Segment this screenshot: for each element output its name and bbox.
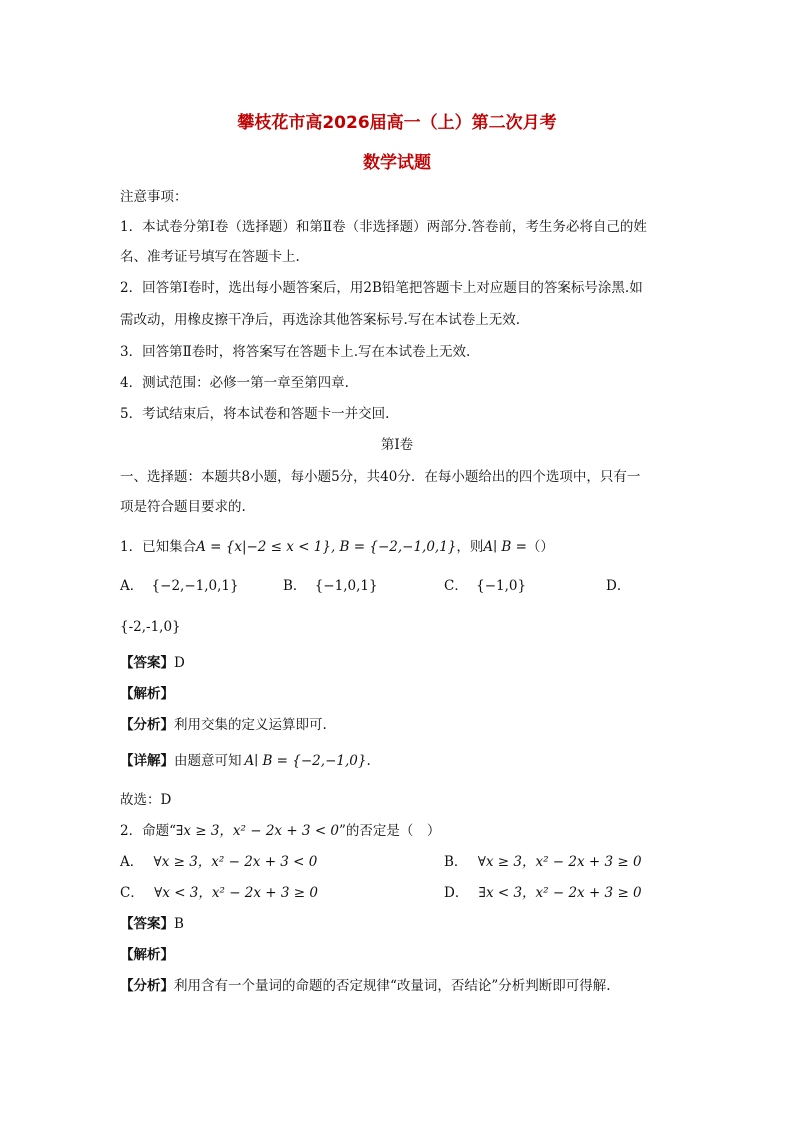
exam-subtitle: 数学试题	[363, 153, 431, 173]
q1-option-b	[283, 577, 378, 595]
q2-answer	[120, 915, 184, 933]
section-intro: 项是符合题目要求的.	[120, 499, 246, 515]
answer-value: D	[174, 655, 185, 671]
option-label: A．	[120, 578, 144, 594]
fenxi-tag: 【分析】	[120, 717, 174, 733]
q2-fenxi	[120, 977, 611, 995]
section-intro: 一、选择题：本题共8小题，每小题5分，共40分．在每小题给出的四个选项中，只有一	[120, 469, 641, 485]
question-2-stem	[120, 822, 440, 840]
option-value: {−1,0}	[476, 578, 527, 594]
note-line: 5．考试结束后，将本试卷和答题卡一并交回.	[120, 406, 390, 422]
option-value: {−1,0,1}	[314, 578, 378, 594]
option-value: ∀x ≥ 3，x² − 2x + 3 < 0	[153, 854, 318, 870]
option-label: B．	[283, 578, 307, 594]
note-line: 3．回答第Ⅱ卷时，将答案写在答题卡上.写在本试卷上无效.	[120, 344, 471, 360]
q2-stem-prefix: 2．命题“	[120, 823, 176, 839]
fenxi-tag: 【分析】	[120, 978, 174, 994]
option-value: ∃x < 3，x² − 2x + 3 ≥ 0	[478, 885, 642, 901]
note-line: 4．测试范围：必修一第一章至第四章.	[120, 375, 349, 391]
option-label: B．	[444, 854, 468, 870]
exam-title: 攀枝花市高2026届高一（上）第二次月考	[237, 113, 557, 133]
xiangjie-end: .	[366, 753, 371, 769]
option-label: C．	[120, 885, 144, 901]
q2-option-a	[120, 853, 317, 871]
note-line: 2．回答第Ⅰ卷时，选出每小题答案后，用2B铅笔把答题卡上对应题目的答案标号涂黑.如	[120, 280, 643, 296]
answer-tag: 【答案】	[120, 655, 174, 671]
q1-stem-mid: ，则	[456, 539, 484, 555]
q1-stem-math: A = {x|−2 ≤ x < 1}, B = {−2,−1,0,1}	[196, 539, 457, 555]
option-label: A．	[120, 854, 144, 870]
xiangjie-prefix: 由题意可知	[174, 753, 242, 769]
note-line: 名、准考证号填写在答题卡上.	[120, 249, 300, 265]
q1-fenxi	[120, 716, 327, 734]
fenxi-text: 利用含有一个量词的命题的否定规律“改量词，否结论”分析判断即可得解.	[174, 978, 611, 994]
q1-option-d-value: {-2,-1,0}	[120, 619, 181, 635]
q2-analysis-tag: 【解析】	[120, 947, 174, 963]
q2-option-c	[120, 884, 318, 902]
q1-choice: 故选：D	[120, 792, 172, 808]
question-1-stem	[120, 538, 554, 556]
answer-tag: 【答案】	[120, 916, 174, 932]
option-value: ∀x < 3，x² − 2x + 3 ≥ 0	[154, 885, 318, 901]
q2-option-d	[444, 884, 642, 902]
q1-answer	[120, 654, 185, 672]
xiangjie-math: A∣ B = {−2,−1,0}	[244, 753, 367, 769]
notes-heading: 注意事项：	[120, 189, 188, 205]
option-value: {−2,−1,0,1}	[151, 578, 239, 594]
q1-stem-math-2: A∣ B =	[483, 539, 527, 555]
q1-xiangjie	[120, 752, 371, 770]
q1-option-c	[444, 577, 526, 595]
fenxi-text: 利用交集的定义运算即可.	[174, 717, 327, 733]
answer-value: B	[174, 916, 184, 932]
q1-stem-prefix: 1．已知集合	[120, 539, 197, 555]
q1-analysis-tag: 【解析】	[120, 686, 174, 702]
q1-option-d-label: D．	[606, 578, 631, 594]
option-label: C．	[444, 578, 468, 594]
xiangjie-tag: 【详解】	[120, 753, 174, 769]
option-label: D．	[444, 885, 469, 901]
q1-stem-end: （）	[526, 539, 554, 555]
q2-stem-math: ∃x ≥ 3，x² − 2x + 3 < 0	[176, 823, 340, 839]
option-value: ∀x ≥ 3，x² − 2x + 3 ≥ 0	[477, 854, 642, 870]
note-line: 需改动，用橡皮擦干净后，再选涂其他答案标号.写在本试卷上无效.	[120, 312, 521, 328]
q2-option-b	[444, 853, 642, 871]
section-title: 第Ⅰ卷	[380, 437, 414, 453]
q1-option-a	[120, 577, 239, 595]
q2-stem-end: ”的否定是（ ）	[339, 823, 441, 839]
note-line: 1．本试卷分第Ⅰ卷（选择题）和第Ⅱ卷（非选择题）两部分.答卷前，考生务必将自己的姓	[120, 219, 647, 235]
